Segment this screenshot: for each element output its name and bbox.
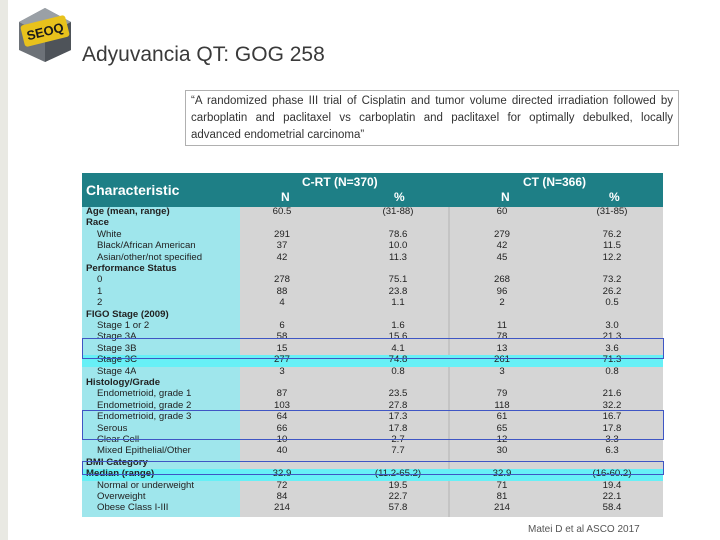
table-row [82,230,663,241]
ct-pct-cell: 21.6 [602,388,622,400]
ct-n-cell: 11 [497,320,507,331]
crt-pct-cell: 17.3 [388,411,408,423]
ct-n-cell: 45 [496,251,508,263]
crt-n-cell: 60.5 [272,206,292,217]
crt-n-cell: 40 [276,445,288,457]
ct-pct-cell: 22.1 [602,491,622,502]
crt-n-cell: 58 [276,331,288,343]
ct-pct-cell: 6.3 [605,445,619,457]
row-label: White [97,229,122,240]
left-accent-bar [0,0,8,540]
table-row [82,492,663,503]
ct-n-cell: 2 [499,297,505,309]
table-row [82,287,663,298]
crt-pct-cell: 4.1 [391,342,405,354]
ct-pct-cell: 21.3 [602,331,622,343]
row-label: 2 [97,298,103,308]
table-row [82,378,663,389]
ct-pct-cell: 58.4 [602,502,622,514]
crt-pct-cell: 23.5 [388,388,408,400]
ct-n-cell: 30 [496,445,508,457]
row-label: FIGO Stage (2009) [86,309,169,320]
ct-n-cell: 79 [496,388,508,400]
row-label: Endometrioid, grade 2 [97,400,192,411]
ct-n-cell: 13 [496,342,508,354]
header-ct-pct: % [609,190,620,204]
row-label: Endometrioid, grade 1 [97,389,192,399]
crt-pct-cell: 23.8 [388,285,408,297]
crt-pct-cell: (11.2-65.2) [374,468,422,480]
row-label: Serous [97,423,128,434]
crt-pct-cell: 75.1 [388,274,408,286]
table-row [82,253,663,264]
ct-n-cell: 65 [496,422,508,434]
highlight-box-bmi-median [82,461,664,475]
row-label: 0 [97,275,103,285]
ct-pct-cell: 3.3 [605,434,619,445]
ct-n-cell: 60 [496,206,508,217]
table-row [82,264,663,275]
crt-n-cell: 4 [279,297,285,309]
crt-pct-cell: 27.8 [388,399,408,411]
crt-pct-cell: 2.7 [391,434,405,445]
row-label: BMI Category [86,457,148,468]
row-label: Race [86,218,109,228]
header-crt-pct: % [394,190,405,204]
crt-n-cell: 10 [276,434,288,445]
crt-pct-cell: 19.5 [388,479,408,491]
row-label: Mixed Epithelial/Other [97,446,191,456]
header-ct-n: N [501,190,510,204]
ct-n-cell: 96 [496,285,508,297]
ct-pct-cell: 26.2 [602,285,622,297]
crt-n-cell: 87 [276,388,288,400]
row-label: Histology/Grade [86,378,161,388]
table-row [82,207,663,218]
row-label: Endometrioid, grade 3 [97,412,192,422]
ct-n-cell: 261 [493,354,510,366]
crt-pct-cell: 78.6 [388,228,408,240]
table-row [82,389,663,400]
row-label: Stage 3C [97,355,138,365]
crt-pct-cell: 74.8 [388,354,408,366]
ct-n-cell: 81 [496,491,508,502]
row-label: Black/African American [97,241,196,251]
table-row [82,218,663,229]
citation: Matei D et al ASCO 2017 [528,524,640,535]
crt-n-cell: 66 [276,422,288,434]
crt-n-cell: 88 [276,285,288,297]
ct-pct-cell: 19.4 [602,479,622,491]
ct-n-cell: 118 [494,399,510,411]
highlight-box-stage-3c [82,338,664,359]
crt-n-cell: 72 [276,479,288,491]
ct-pct-cell: 0.5 [605,297,619,309]
crt-n-cell: 214 [273,502,290,514]
crt-pct-cell: (31-88) [382,206,414,217]
crt-pct-cell: 1.6 [391,320,405,331]
row-label: Clear Cell [97,435,140,445]
table-header [82,173,663,207]
crt-n-cell: 84 [276,491,288,502]
table-row [82,321,663,332]
highlight-box-serous-clearcell [82,410,664,440]
row-label: Stage 3B [97,343,137,354]
table-row [82,367,663,378]
table-row [82,310,663,321]
table-row [82,298,663,309]
table-row [82,241,663,252]
ct-pct-cell: 11.5 [603,240,621,252]
crt-n-cell: 277 [273,354,290,366]
ct-n-cell: 71 [496,479,508,491]
crt-n-cell: 278 [273,274,290,286]
ct-pct-cell: 3.6 [605,342,619,354]
ct-n-cell: 3 [499,365,505,377]
crt-pct-cell: 15.6 [388,331,408,343]
row-label: Normal or underweight [97,480,195,491]
crt-n-cell: 291 [273,228,290,240]
ct-n-cell: 12 [496,434,508,445]
crt-pct-cell: 57.8 [388,502,408,514]
page-title: Adyuvancia QT: GOG 258 [82,43,325,66]
ct-n-cell: 61 [496,411,508,423]
row-label: Age (mean, range) [86,207,170,217]
study-quote: “A randomized phase III trial of Cisplatin and tumor volume directed irradiation followed by carboplatin and paclitaxel vs carboplatin and paclitaxel for optimally debulked, locally advanced endometrial carcinoma” [185,90,679,146]
table-row [82,446,663,457]
ct-n-cell: 279 [493,228,510,240]
ct-n-cell: 42 [496,240,508,252]
row-label: Median (range) [86,469,155,479]
row-label: Stage 3A [97,332,137,342]
crt-n-cell: 37 [276,240,288,252]
crt-pct-cell: 10.0 [388,240,408,252]
crt-n-cell: 15 [276,342,288,354]
crt-pct-cell: 22.7 [388,491,408,502]
table-row [82,275,663,286]
row-label: Asian/other/not specified [97,252,203,263]
crt-pct-cell: 0.8 [391,365,405,377]
ct-n-cell: 32.9 [492,468,512,480]
ct-pct-cell: 71.3 [602,354,622,366]
ct-pct-cell: 3.0 [605,320,619,331]
ct-pct-cell: (16-60.2) [592,468,632,480]
row-label: Overweight [97,492,146,502]
header-crt-group: C-RT (N=370) [302,175,378,189]
crt-n-cell: 42 [276,251,288,263]
ct-n-cell: 78 [496,331,508,343]
ct-pct-cell: 12.2 [602,251,622,263]
header-characteristic: Characteristic [86,182,180,198]
crt-n-cell: 103 [273,399,290,411]
row-label: Obese Class I-III [97,503,169,513]
row-label: 1 [97,286,103,297]
logo-text: SEOQ [25,19,66,44]
ct-pct-cell: (31-85) [596,206,628,217]
crt-pct-cell: 17.8 [388,422,408,434]
crt-n-cell: 64 [276,411,288,423]
ct-n-cell: 268 [493,274,510,286]
table-row [82,481,663,492]
row-label: Performance Status [86,264,177,274]
header-crt-n: N [281,190,290,204]
crt-pct-cell: 11.3 [389,251,407,263]
crt-n-cell: 3 [279,365,285,377]
crt-n-cell: 6 [279,320,285,331]
ct-pct-cell: 0.8 [605,365,619,377]
crt-pct-cell: 7.7 [391,445,405,457]
row-label: Stage 4A [97,366,137,377]
row-label: Stage 1 or 2 [97,321,150,331]
header-ct-group: CT (N=366) [523,175,587,189]
ct-pct-cell: 16.7 [602,411,622,423]
ct-pct-cell: 76.2 [602,228,622,240]
table-row [82,503,663,514]
ct-n-cell: 214 [493,502,510,514]
ct-pct-cell: 17.8 [602,422,622,434]
ct-pct-cell: 32.2 [602,399,622,411]
crt-n-cell: 32.9 [272,468,292,480]
ct-pct-cell: 73.2 [602,274,622,286]
crt-pct-cell: 1.1 [391,297,405,309]
seoq-logo [16,6,74,64]
